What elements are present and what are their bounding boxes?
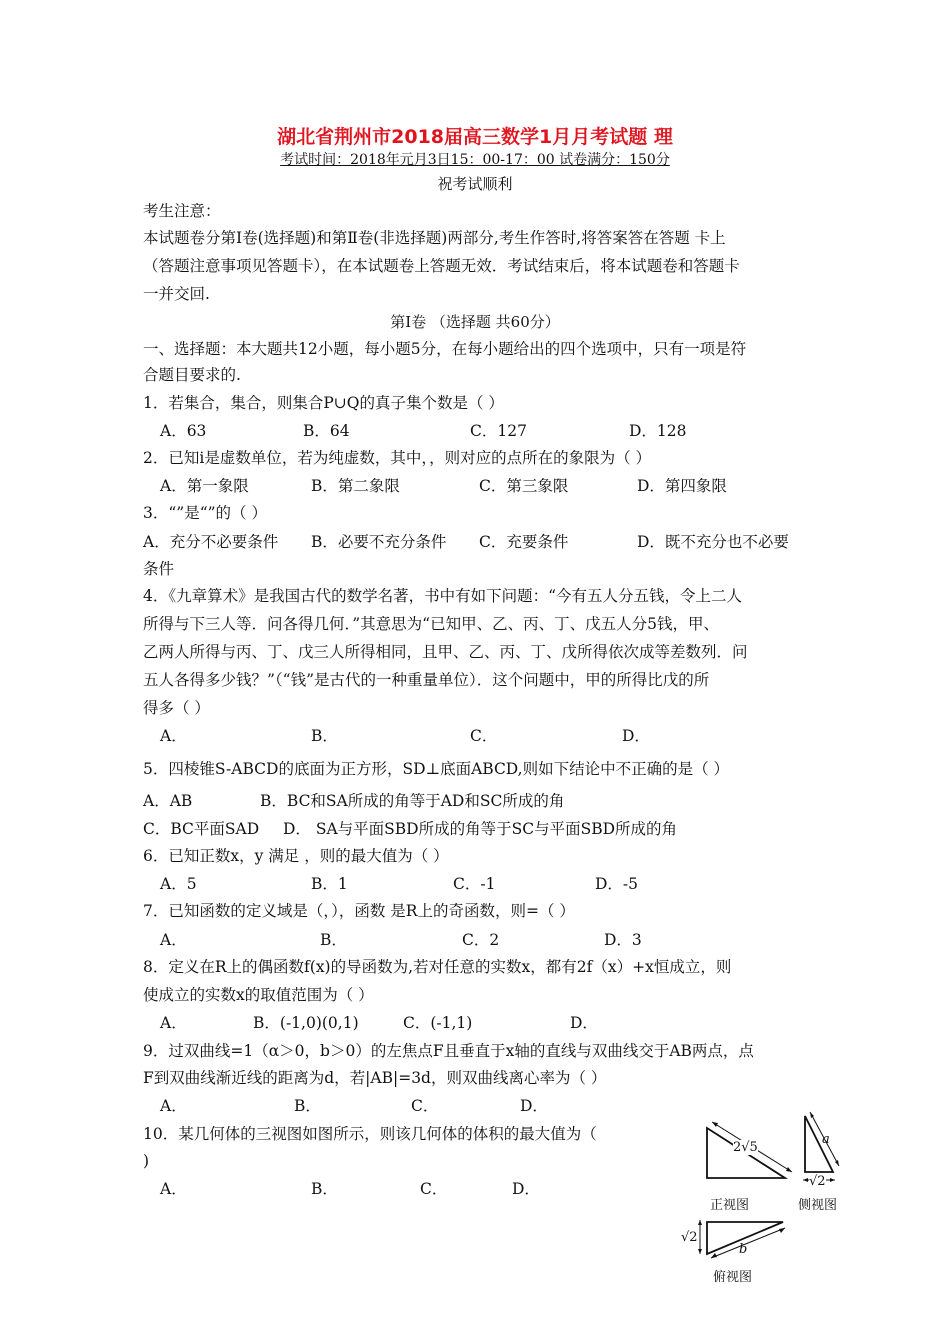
option-b: B． <box>311 727 338 745</box>
question-3-stem: 3．“”是“”的（ ） <box>143 504 267 522</box>
option-a: A．充分不必要条件 <box>143 533 279 551</box>
option-d: D．128 <box>629 422 687 440</box>
option-a: A． <box>160 1097 187 1115</box>
front-dimension-label: 2√5 <box>733 1140 758 1155</box>
option-b: B．必要不充分条件 <box>311 533 447 551</box>
option-b: B．BC和SA所成的角等于AD和SC所成的角 <box>260 792 565 810</box>
option-c: C．2 <box>462 931 500 949</box>
option-d: D．3 <box>604 931 642 949</box>
question-4-stem: 五人各得多少钱？”（“钱”是古代的一种重量单位）．这个问题中，甲的所得比戊的所 <box>143 671 710 689</box>
question-10-stem: ) <box>143 1152 150 1170</box>
option-d: D． <box>520 1097 548 1115</box>
option-c: C． <box>411 1097 439 1115</box>
option-b: B．1 <box>311 875 348 893</box>
side-dimension-a: a <box>822 1132 830 1147</box>
notice-line: 本试题卷分第Ⅰ卷(选择题)和第Ⅱ卷(非选择题)两部分,考生作答时,将答案答在答题 卡上 <box>143 229 726 247</box>
option-b: B． <box>311 1180 338 1198</box>
option-b: B．第二象限 <box>311 477 400 495</box>
question-10-stem: 10．某几何体的三视图如图所示，则该几何体的体积的最大值为（ <box>143 1125 597 1143</box>
option-d: D．第四象限 <box>637 477 727 495</box>
question-5-stem: 5．四棱锥S-ABCD的底面为正方形，SD⊥底面ABCD,则如下结论中不正确的是（ ） <box>143 760 730 778</box>
question-1-stem: 1．若集合，集合，则集合P∪Q的真子集个数是（ ） <box>143 394 504 412</box>
option-c: C．-1 <box>453 875 496 893</box>
option-b: B． <box>294 1097 321 1115</box>
option-d: D． <box>570 1014 598 1032</box>
question-7-stem: 7．已知函数的定义域是（，），函数 是R上的奇函数，则=（ ） <box>143 902 575 920</box>
option-a: A．5 <box>160 875 197 893</box>
option-b: B．64 <box>303 422 350 440</box>
section-heading: 第Ⅰ卷 （选择题 共60分） <box>390 313 560 331</box>
top-dimension-b: b <box>739 1242 748 1257</box>
section-intro: 一、选择题：本大题共12小题，每小题5分，在每小题给出的四个选项中，只有一项是符 <box>143 340 747 358</box>
question-2-stem: 2．已知i是虚数单位，若为纯虚数，其中，，则对应的点所在的象限为（ ） <box>143 449 651 467</box>
three-view-figure <box>681 1110 855 1285</box>
question-4-stem: 4．《九章算术》是我国古代的数学名著，书中有如下问题：“今有五人分五钱，令上二人 <box>143 587 743 605</box>
section-intro: 合题目要求的. <box>143 366 241 384</box>
option-d: D．-5 <box>595 875 639 893</box>
option-d: D．既不充分也不必要 <box>637 533 789 551</box>
question-4-stem: 乙两人所得与丙、丁、戊三人所得相同，且甲、乙、丙、丁、戊所得依次成等差数列．问 <box>143 643 748 661</box>
front-view-caption: 正视图 <box>710 1198 750 1213</box>
option-a: A．63 <box>160 422 207 440</box>
option-d: D． SA与平面SBD所成的角等于SC与平面SBD所成的角 <box>283 820 678 838</box>
option-b: B． <box>320 931 347 949</box>
top-view-caption: 俯视图 <box>713 1270 753 1285</box>
option-d: D． <box>512 1180 540 1198</box>
option-c: C． <box>470 727 498 745</box>
question-9-stem: F到双曲线渐近线的距离为d，若|AB|=3d，则双曲线离心率为（ ） <box>143 1069 607 1087</box>
option-a: A． <box>160 931 187 949</box>
option-c: C．第三象限 <box>479 477 569 495</box>
option-b: B．(-1,0)(0,1) <box>253 1014 359 1032</box>
question-8-stem: 8．定义在R上的偶函数f(x)的导函数为,若对任意的实数x，都有2f（x）+x恒成立，则 <box>143 958 732 976</box>
option-c: C．充要条件 <box>479 533 569 551</box>
question-8-stem: 使成立的实数x的取值范围为（ ） <box>143 986 374 1004</box>
option-a: A．第一象限 <box>160 477 249 495</box>
option-a: A．AB <box>143 792 193 810</box>
top-dimension-sqrt2: √2 <box>681 1230 698 1245</box>
exam-info: 考试时间：2018年元月3日15：00-17：00 试卷满分：150分 <box>280 152 670 168</box>
question-4-stem: 所得与下三人等．问各得几何．”其意思为“已知甲、乙、丙、丁、戊五人分5钱，甲、 <box>143 615 719 633</box>
option-c: C． <box>420 1180 448 1198</box>
notice-line: 一并交回. <box>143 285 210 303</box>
page-title: 湖北省荆州市2018届高三数学1月月考试题 理 <box>277 126 673 148</box>
side-dimension-sqrt2: √2 <box>809 1174 826 1189</box>
question-9-stem: 9．过双曲线=1（α＞0，b＞0）的左焦点F且垂直于x轴的直线与双曲线交于AB两点，点 <box>143 1042 754 1060</box>
option-c: C．BC平面SAD <box>143 820 260 838</box>
option-d: D． <box>622 727 650 745</box>
option-a: A． <box>160 1180 187 1198</box>
option-c: C．127 <box>470 422 527 440</box>
question-3-option-tail: 条件 <box>143 560 175 578</box>
notice-line: （答题注意事项见答题卡），在本试题卷上答题无效．考试结束后，将本试题卷和答题卡 <box>143 257 740 275</box>
notice-heading: 考生注意： <box>143 202 221 220</box>
option-a: A． <box>160 727 187 745</box>
side-view-caption: 侧视图 <box>798 1198 838 1213</box>
blessing-text: 祝考试顺利 <box>437 175 513 193</box>
question-4-stem: 得多（ ） <box>143 699 210 717</box>
question-6-stem: 6．已知正数x，y 满足 ，则的最大值为（ ） <box>143 847 449 865</box>
option-c: C．(-1,1) <box>403 1014 473 1032</box>
option-a: A． <box>160 1014 187 1032</box>
